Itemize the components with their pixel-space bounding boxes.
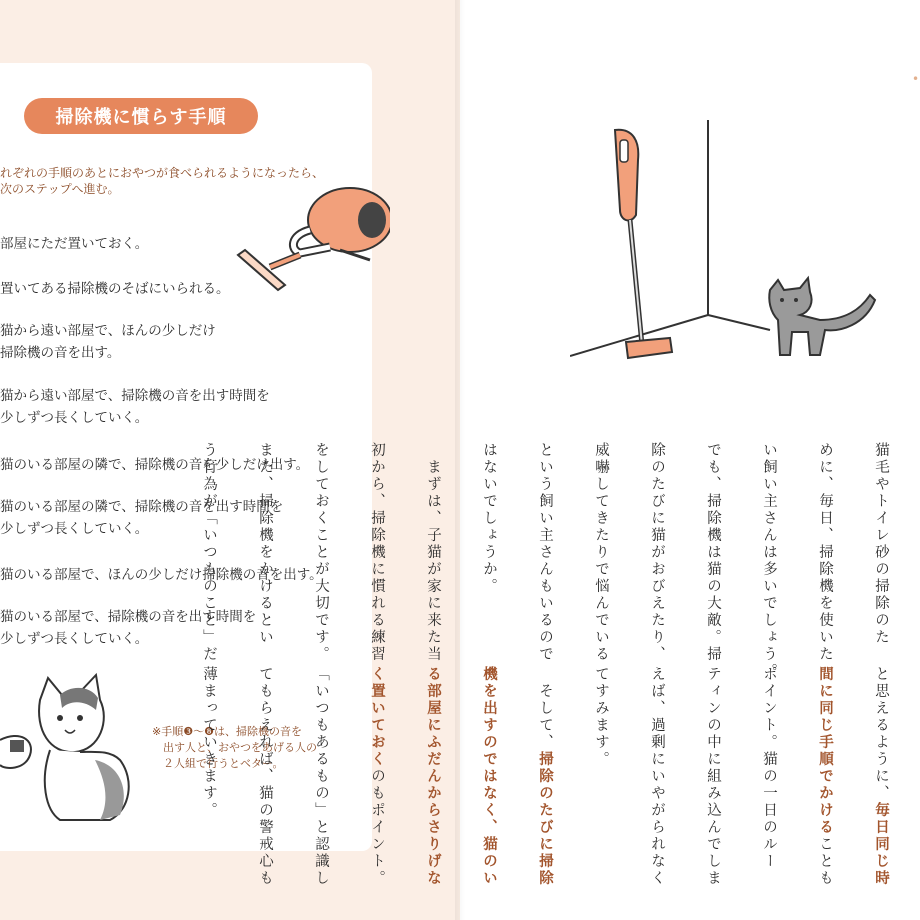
step-1: 部屋にただ置いておく。	[0, 236, 149, 252]
text-run: のもポイント。	[369, 768, 385, 888]
upper-text-col: 初から、掃除機に慣れる練習	[369, 442, 385, 664]
lower-text-col: 薄まっていきます。	[201, 666, 217, 820]
cat-with-treat-illustration	[0, 670, 140, 830]
upper-text-col: 威嚇してきたりで悩んでいる	[593, 442, 609, 664]
intro-text: れぞれの手順のあとにおやつが食べられるようになったら、 次のステップへ進む。	[0, 166, 325, 196]
lower-text-col: えば、過剰にいやがられなく	[649, 666, 665, 888]
step-2: 置いてある掃除機のそばにいられる。	[0, 281, 230, 297]
step-7: 猫のいる部屋で、ほんの少しだけ掃除機の音を出す。	[0, 567, 323, 583]
lower-text-col	[817, 666, 833, 887]
highlight-run: 毎日同じ時	[873, 802, 889, 888]
section-title: 掃除機に慣らす手順	[24, 98, 258, 134]
note-text: ※手順❸〜❽は、掃除機の音を 出す人と、おやつをあげる人の ２人組で行うとベター。	[152, 725, 317, 770]
upper-text-col: でも、掃除機は猫の大敵。掃	[705, 442, 721, 664]
lower-text-col: る部屋にふだんからさりげな	[425, 666, 441, 888]
lower-text-col	[369, 666, 385, 887]
lower-text-col: ティンの中に組み込んでしま	[705, 666, 721, 888]
text-run: と思えるように、	[873, 666, 889, 803]
step-5: 猫のいる部屋の隣で、掃除機の音を少しだけ出す。	[0, 457, 310, 473]
step-6: 猫のいる部屋の隣で、掃除機の音を出す時間を 少しずつ長くしていく。	[0, 499, 284, 537]
lower-text-col	[873, 666, 889, 887]
highlight-run: 間に同じ手順でかける	[817, 666, 833, 837]
canister-vacuum-illustration	[230, 175, 390, 300]
lower-text-col: ポイント。猫の一日のルー	[761, 666, 777, 871]
lower-text-col	[537, 666, 553, 887]
upper-text-col: はないでしょうか。	[481, 442, 497, 596]
step-4: 猫から遠い部屋で、掃除機の音を出す時間を 少しずつ長くしていく。	[0, 388, 270, 426]
upper-text-col: をしておくことが大切です。	[313, 442, 329, 664]
lower-text-col: てもらえれば、猫の警戒心も	[257, 666, 273, 888]
page-gutter	[455, 0, 465, 920]
upper-text-col: という飼い主さんもいるので	[537, 442, 553, 664]
step-3: 猫から遠い部屋で、ほんの少しだけ 掃除機の音を出す。	[0, 323, 216, 361]
upper-text-col: まずは、子猫が家に来た当	[425, 442, 441, 664]
page-mark: •	[912, 72, 920, 86]
text-run: ことも	[817, 836, 833, 888]
upper-text-col: い飼い主さんは多いでしょう。	[761, 442, 777, 681]
upper-text-col: 猫毛やトイレ砂の掃除のた	[873, 442, 889, 647]
text-run: そして、	[537, 666, 553, 752]
upper-text-col: う行為が「いつものこと」だ	[201, 442, 217, 664]
lower-text-col: 機を出すのではなく、猫のい	[481, 666, 497, 888]
stick-vacuum-and-cat-illustration	[570, 120, 890, 370]
lower-text-col: 「いつもあるもの」と認識し	[313, 666, 329, 888]
upper-text-col: また、掃除機をかけるとい	[257, 442, 273, 647]
highlight-run: 掃除のたびに掃除	[537, 751, 553, 888]
lower-text-col: てすみます。	[593, 666, 609, 769]
upper-text-col: 除のたびに猫がおびえたり、	[649, 442, 665, 664]
upper-body-text	[201, 428, 920, 681]
upper-text-col: めに、毎日、掃除機を使いた	[817, 442, 833, 664]
step-8: 猫のいる部屋で、掃除機の音を出す時間を 少しずつ長くしていく。	[0, 609, 257, 647]
highlight-run: く置いておく	[369, 666, 385, 769]
